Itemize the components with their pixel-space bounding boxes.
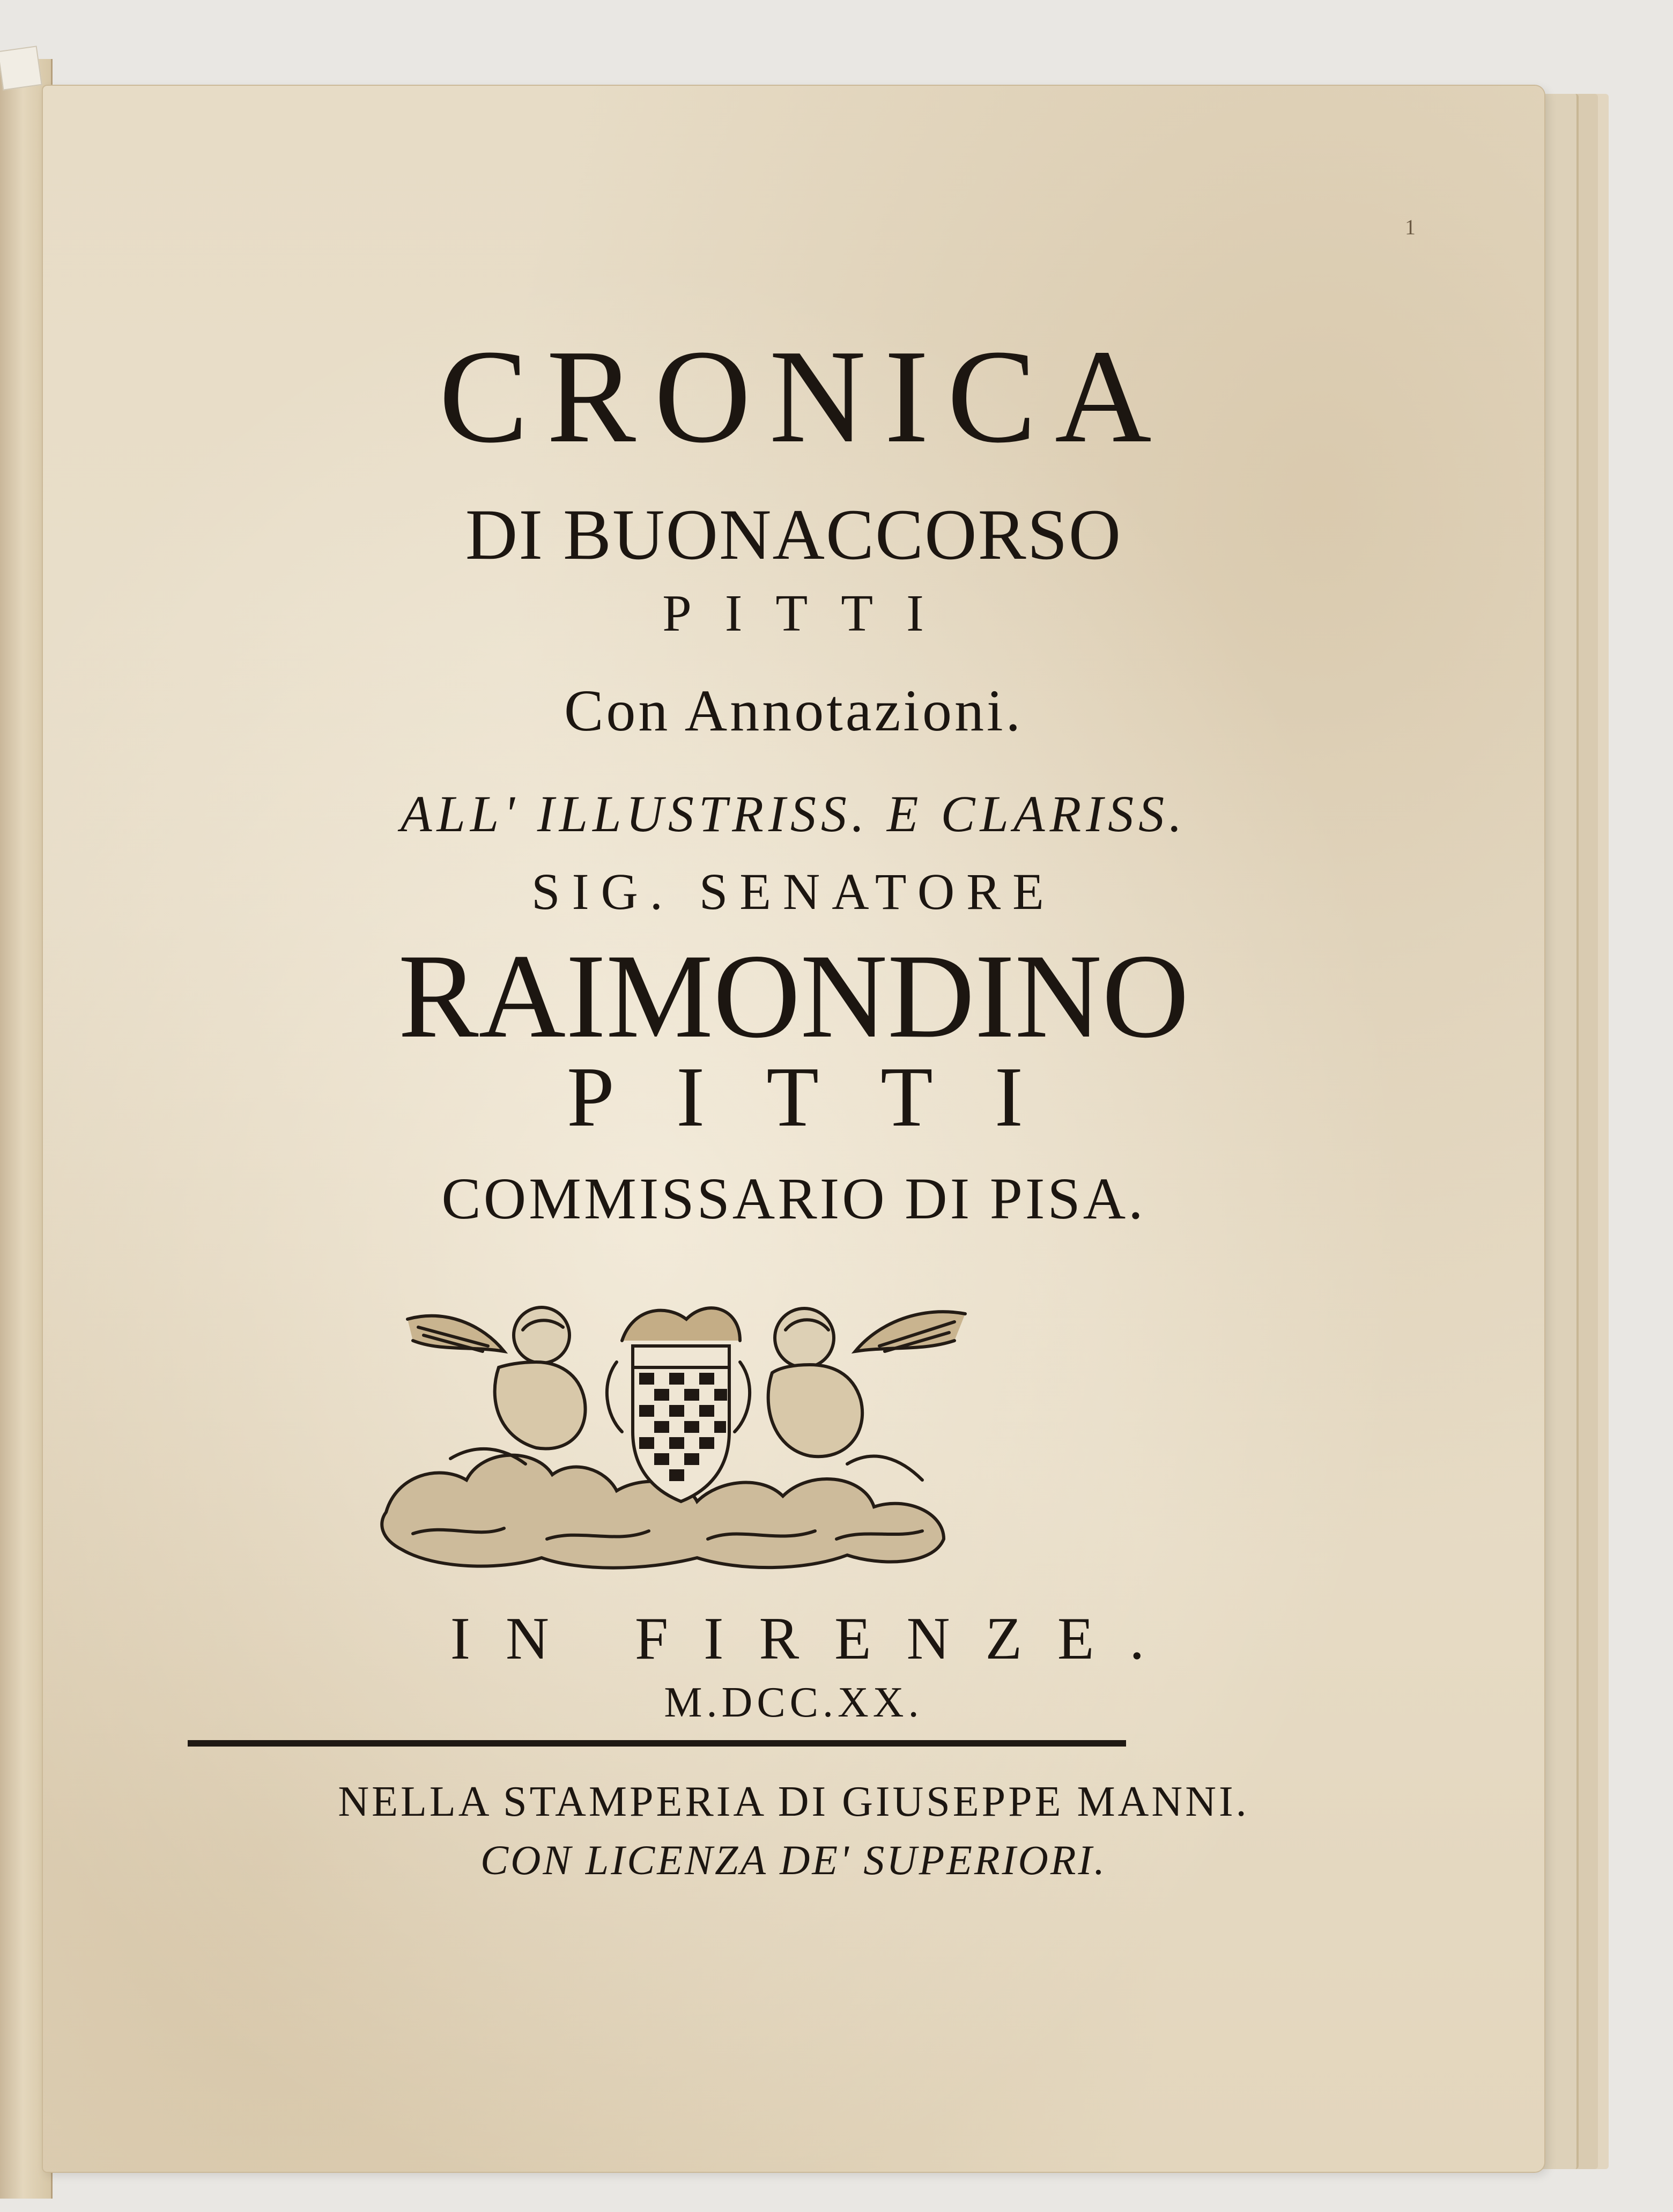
imprint-rule [188, 1740, 681, 1747]
author-line: DI BUONACCORSO [465, 495, 1122, 575]
imprint-rule [681, 1740, 1126, 1747]
page-number: 1 [1405, 215, 1416, 239]
honorific-line: SIG. SENATORE [531, 863, 1056, 920]
dedication-line: ALL' ILLUSTRISS. E CLARISS. [400, 785, 1187, 842]
book-title: CRONICA [439, 322, 1170, 471]
torn-corner [0, 46, 42, 91]
dedicatee-name: RAIMONDINO [398, 929, 1189, 1063]
office-line: COMMISSARIO DI PISA. [441, 1166, 1146, 1231]
dedicatee-surname: PITTI [566, 1049, 1085, 1144]
imprint-city: IN FIRENZE. [450, 1606, 1180, 1672]
imprint-year: M.DCC.XX. [664, 1679, 923, 1726]
coat-of-arms-with-cherubs-woodcut-icon [365, 1287, 987, 1577]
license-line: CON LICENZA DE' SUPERIORI. [480, 1837, 1107, 1883]
printer-line: NELLA STAMPERIA DI GIUSEPPE MANNI. [338, 1778, 1249, 1825]
annotations-line: Con Annotazioni. [564, 678, 1024, 743]
title-page [43, 86, 1544, 2172]
author-surname: PITTI [662, 585, 957, 642]
